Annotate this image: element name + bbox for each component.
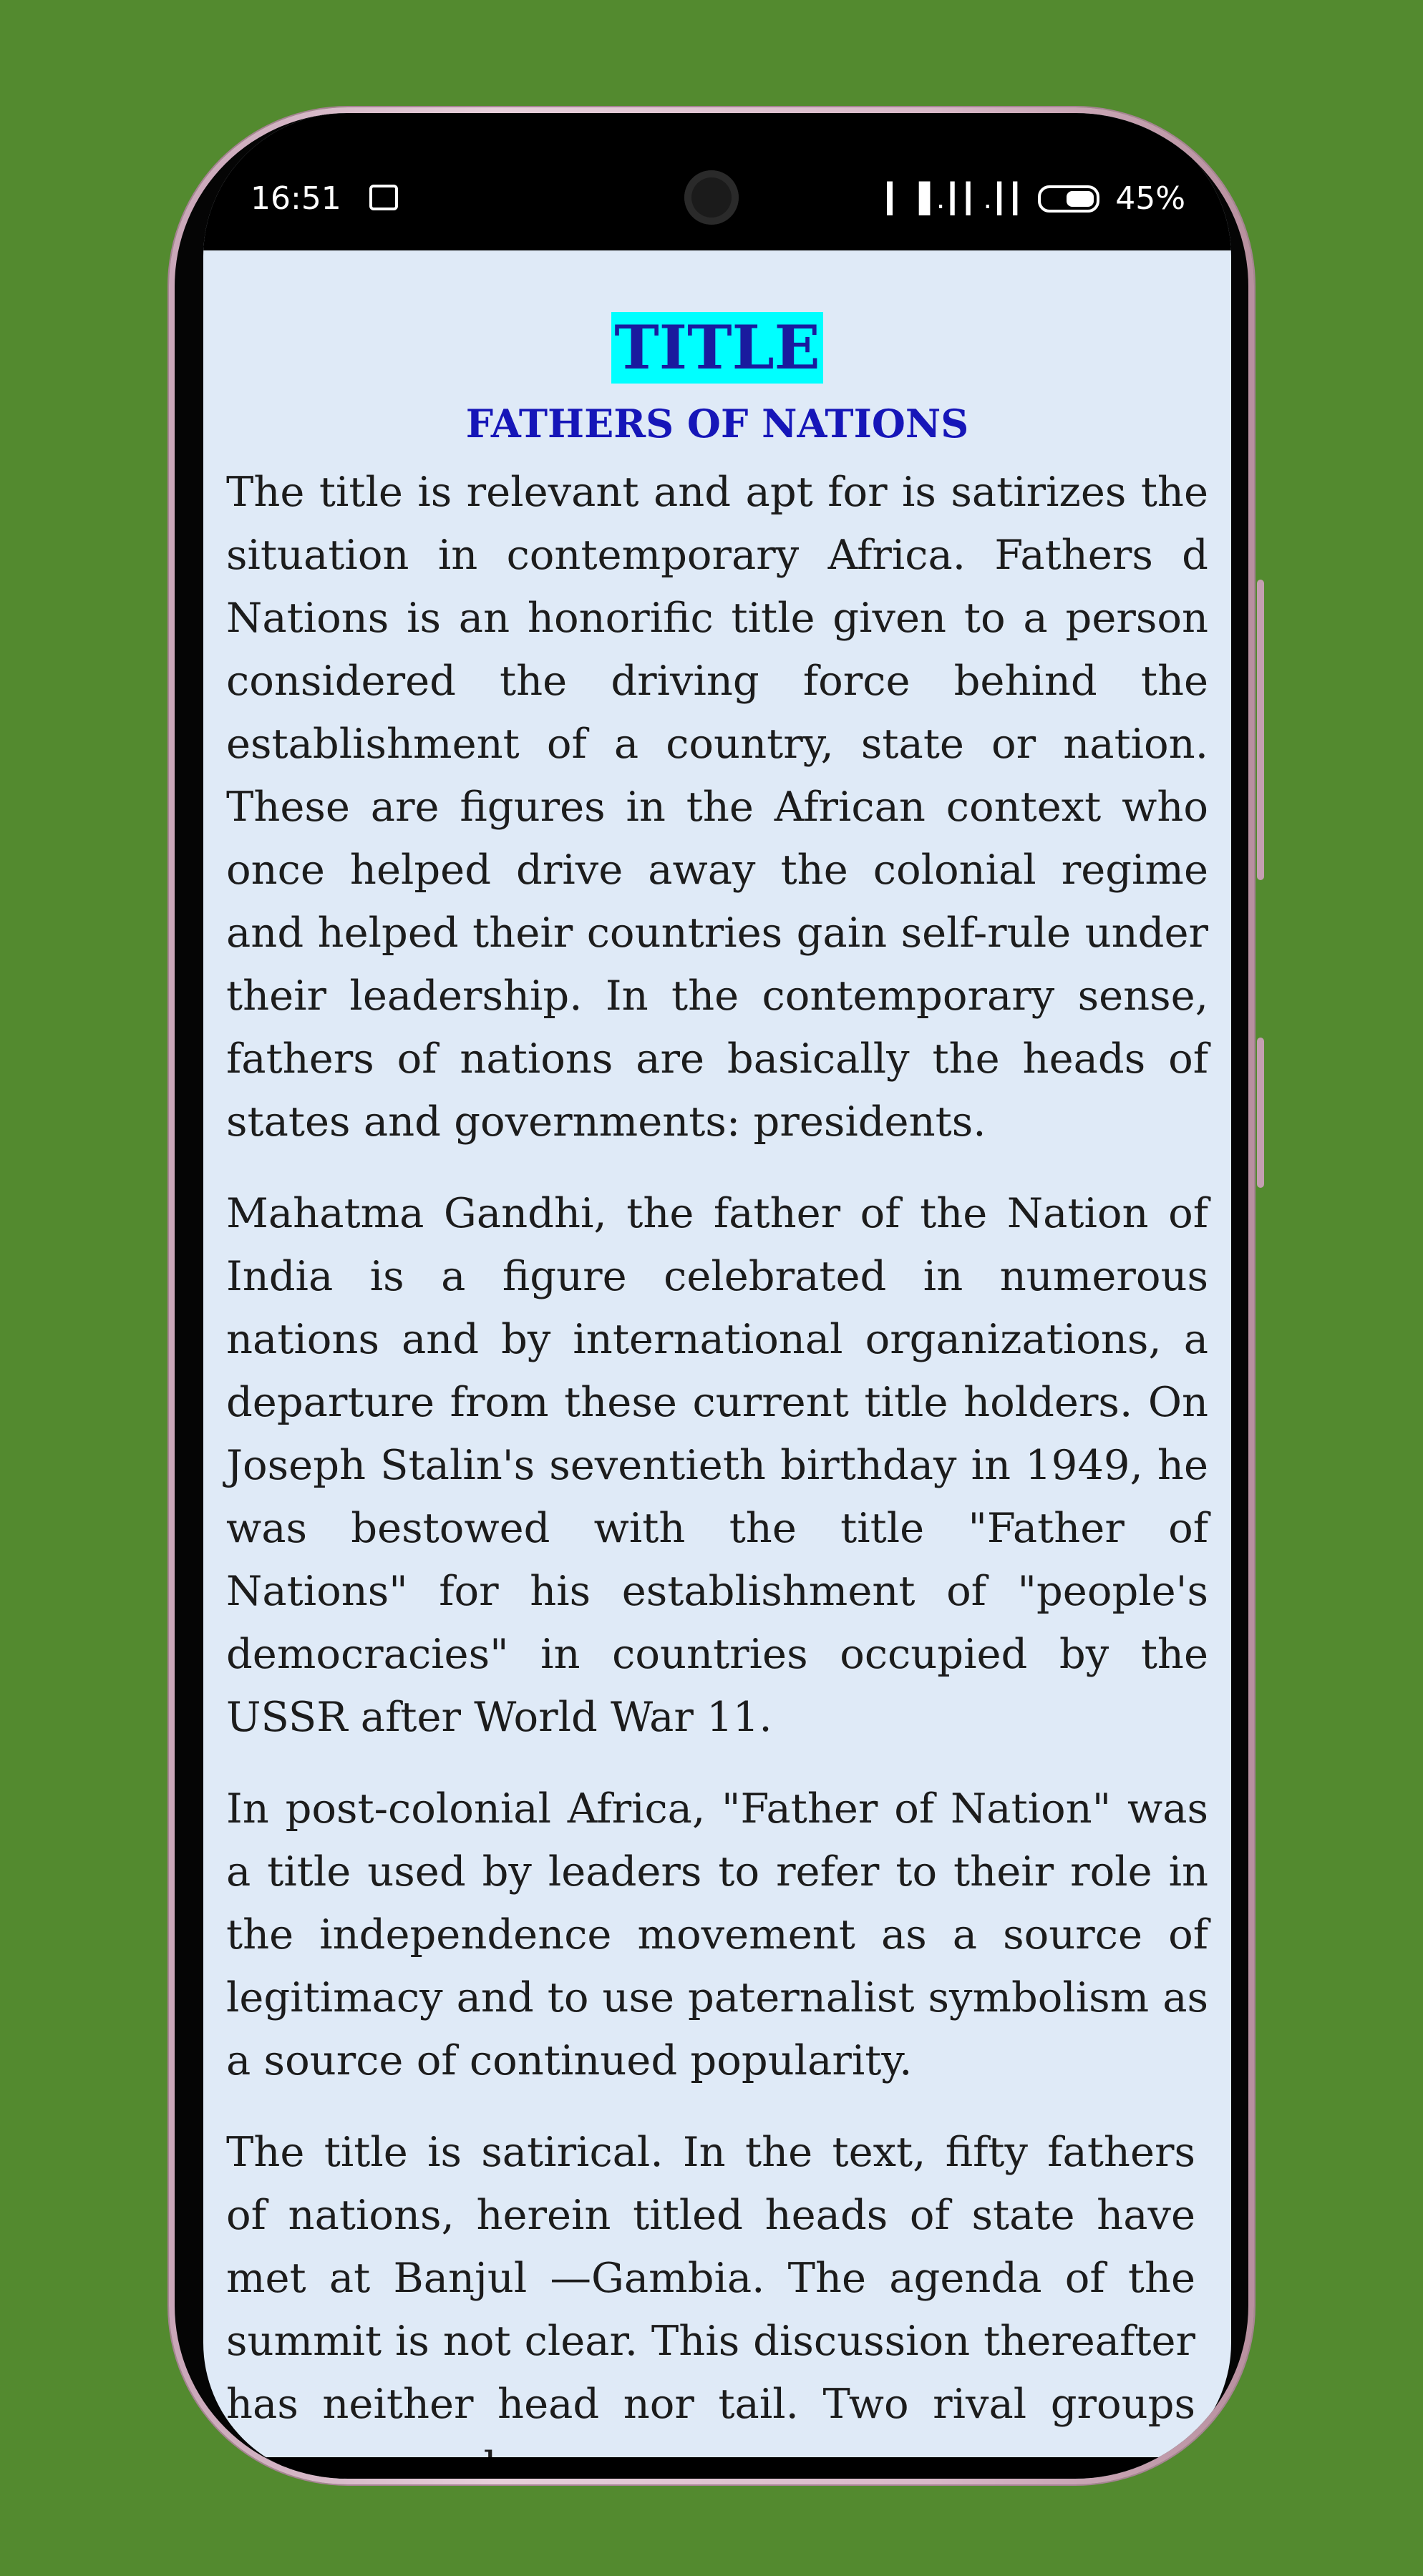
front-camera [684,170,739,225]
paragraph-1: The title is relevant and apt for is satirizes the situation in contemporary Africa. Fathers d Nations is an honorific title given to a person considered the driving force behind the establishment of a country, state or nation. These are figures in the African context who once helped drive away the colonial regime and helped their countries gain self-rule under their leadership. In the contemporary sense, fathers of nations are basically the heads of states and governments: presidents. [226,468,1208,1146]
paragraph-4: The title is satirical. In the text, fifty fathers of nations, herein titled heads of state have met at Banjul —Gambia. The agenda of the summit is not clear. This discussion thereafter has neither head nor tail. Two rival groups [226,2128,1195,2428]
article-subtitle: FATHERS OF NATIONS [465,401,969,447]
battery-percent: 45% [1115,180,1185,217]
battery-icon [1038,185,1099,213]
volume-button [1257,1038,1264,1188]
gallery-notification-icon [369,185,398,210]
status-icons [887,182,1185,216]
status-time: 16:51 [251,180,341,217]
power-button [1257,580,1264,880]
screen-bottom-edge [203,2457,1231,2479]
signal-icons: ▎▐ .┃┃ .┃┃ [887,182,1023,215]
paragraph-3: In post-colonial Africa, "Father of Nation" was a title used by leaders to refer to their role in the independence movement as a source of legitimacy and to use paternalist symbolism as a source of continued popularity. [226,1785,1208,2084]
paragraph-2: Mahatma Gandhi, the father of the Nation of India is a figure celebrated in numerous nations and by international organizations, a departure from these current title holders. On Joseph Stalin's seventieth birthday in 1949, he was bestowed with the title "Father of Nations" for his establishment of "people's democracies" in countries occupied by the USSR after World War 11. [226,1189,1208,1741]
article-title: TITLE [611,312,822,384]
article-content [226,250,1208,2479]
status-bar [203,113,1231,250]
phone-bezel [175,113,1248,2479]
title-wrap [226,312,1208,386]
phone-frame [169,107,1254,2484]
screen [203,113,1231,2479]
